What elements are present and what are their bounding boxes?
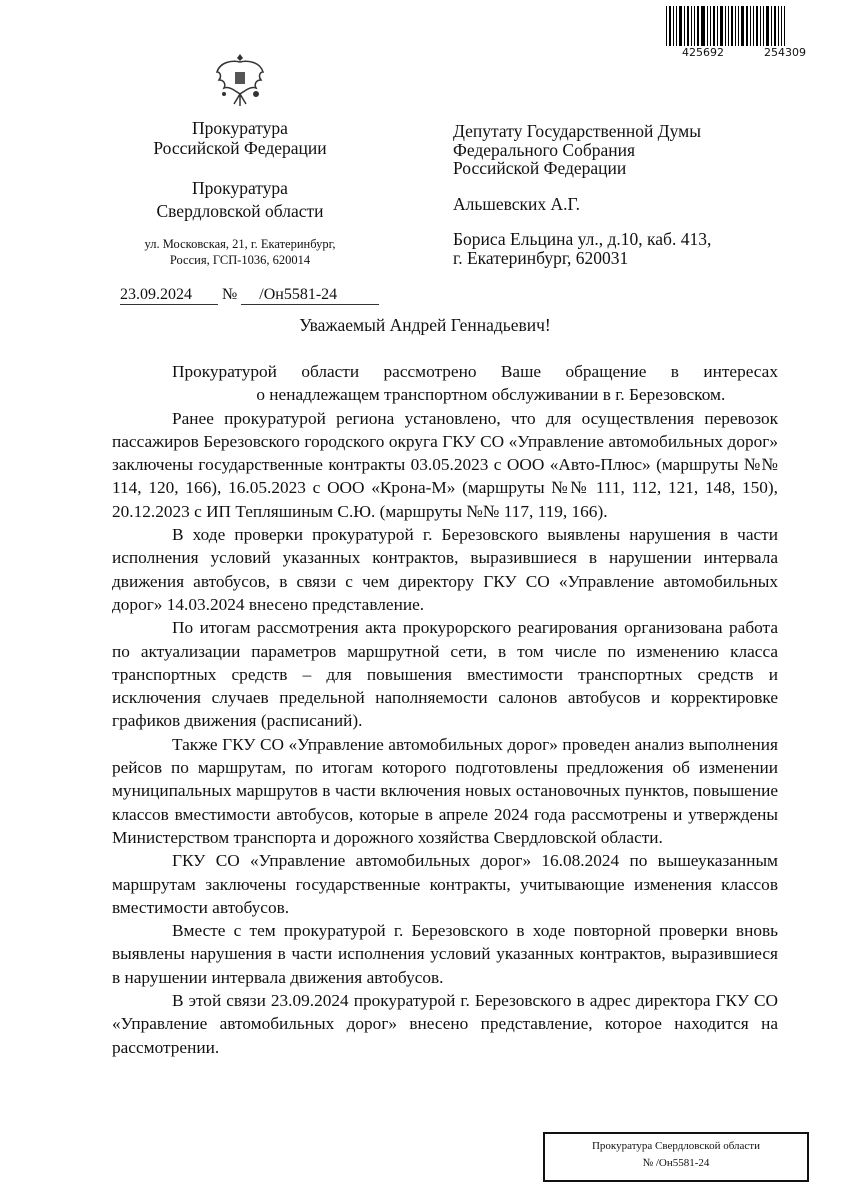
barcode-bar xyxy=(701,6,705,46)
stamp-number: /Он5581-24 xyxy=(655,1157,710,1169)
paragraph-text: о ненадлежащем транспортном обслуживании в г. Березовском. xyxy=(256,385,726,405)
barcode-bars xyxy=(666,6,816,46)
registration-date: 23.09.2024 xyxy=(120,286,218,305)
recipient-line: Депутату Государственной Думы xyxy=(453,121,701,141)
barcode-bar xyxy=(666,6,667,46)
barcode-bar xyxy=(691,6,692,46)
number-label: № xyxy=(222,286,238,303)
barcode-bar xyxy=(753,6,754,46)
sender-suborg xyxy=(110,178,370,221)
barcode-bar xyxy=(750,6,751,46)
sender-line: Прокуратура xyxy=(192,118,288,138)
barcode-bar xyxy=(741,6,744,46)
recipient-address: Бориса Ельцина ул., д.10, каб. 413, xyxy=(453,229,712,249)
registration-line xyxy=(120,286,379,305)
greeting: Уважаемый Андрей Геннадьевич! xyxy=(299,315,551,335)
recipient xyxy=(453,122,711,267)
recipient-address: г. Екатеринбург, 620031 xyxy=(453,247,629,268)
sender-org xyxy=(110,118,370,158)
barcode-bar xyxy=(669,6,671,46)
recipient-line: Российской Федерации xyxy=(453,158,627,178)
paragraph: В ходе проверки прокуратурой г. Березовского выявлены нарушения в части исполнения условий указанных контрактов, выразившиеся в нарушении интервала движения автобусов, в связи с чем директору ГКУ СО «Управление автомобильных дорог» 14.03.2024 внесено представление. xyxy=(112,525,778,614)
stamp-org: Прокуратура Свердловской области xyxy=(591,1140,761,1152)
paragraph: Также ГКУ СО «Управление автомобильных дорог» проведен анализ выполнения рейсов по маршрутам, по итогам которого подготовлены предложения об изменении муниципальных маршрутов в части включения новых остановочных пунктов, повышение классов вместимости автобусов, которые в апреле 2024 года рассмотрены и утверждены Министерством транспорта и дорожного хозяйства Свердловской области. xyxy=(112,734,778,847)
barcode-bar xyxy=(697,6,699,46)
barcode-bar xyxy=(694,6,695,46)
recipient-name: Альшевских А.Г. xyxy=(453,193,581,214)
sender-address xyxy=(110,236,370,268)
barcode-bar xyxy=(676,6,677,46)
barcode-bar xyxy=(756,6,758,46)
barcode-bar xyxy=(684,6,685,46)
paragraph xyxy=(112,360,778,407)
barcode-bar xyxy=(760,6,761,46)
barcode-bar xyxy=(774,6,776,46)
paragraph: Вместе с тем прокуратурой г. Березовского в ходе повторной проверки вновь выявлены нарушения в части исполнения условий указанных контрактов, выразившиеся в нарушении интервала движения автобусов. xyxy=(112,921,778,987)
sender-line: Свердловской области xyxy=(156,201,324,221)
barcode-bar xyxy=(766,6,769,46)
address-line: ул. Московская, 21, г. Екатеринбург, xyxy=(144,237,336,251)
barcode-bar xyxy=(771,6,772,46)
coat-of-arms-emblem xyxy=(214,50,266,108)
barcode-bar xyxy=(720,6,723,46)
barcode-bar xyxy=(778,6,779,46)
barcode-bar xyxy=(687,6,689,46)
barcode-bar xyxy=(784,6,785,46)
registration-stamp xyxy=(543,1132,809,1182)
barcode-bar xyxy=(746,6,748,46)
address-line: Россия, ГСП-1036, 620014 xyxy=(169,253,311,267)
barcode-number-left: 425692 xyxy=(682,46,724,59)
barcode-bar xyxy=(713,6,715,46)
registration-number: /Он5581-24 xyxy=(241,286,379,305)
barcode-bar xyxy=(738,6,739,46)
paragraph: ГКУ СО «Управление автомобильных дорог» 16.08.2024 по вышеуказанным маршрутам заключены государственные контракты, учитывающие изменения классов вместимости автобусов. xyxy=(112,851,778,917)
paragraph: Ранее прокуратурой региона установлено, что для осуществления перевозок пассажиров Березовского городского округа ГКУ СО «Управление автомобильных дорог» заключены государственные контракты 03.05.2023 с ООО «Авто-Плюс» (маршруты №№ 114, 120, 166), 16.05.2023 с ООО «Крона-М» (маршруты №№ 111, 112, 121, 148, 150), 20.12.2023 с ИП Тепляшиным С.Ю. (маршруты №№ 117, 119, 166). xyxy=(112,408,778,521)
barcode-bar xyxy=(781,6,782,46)
barcode-number-right: 254309 xyxy=(764,46,806,59)
barcode-bar xyxy=(763,6,764,46)
recipient-line: Федерального Собрания xyxy=(453,139,636,160)
paragraph-text: Прокуратурой области рассмотрено Ваше обращение в интересах xyxy=(172,362,778,381)
paragraph: В этой связи 23.09.2024 прокуратурой г. Березовского в адрес директора ГКУ СО «Управление автомобильных дорог» внесено представление, которое находится на рассмотрении. xyxy=(112,991,778,1057)
barcode-bar xyxy=(731,6,733,46)
letter-body xyxy=(112,360,778,1059)
barcode-bar xyxy=(725,6,726,46)
barcode-bar xyxy=(679,6,682,46)
barcode xyxy=(666,6,816,59)
paragraph: По итогам рассмотрения акта прокурорского реагирования организована работа по актуализации параметров маршрутной сети, в том числе по изменению класса транспортных средств – для повышения вместимости транспортных средств и исключения случаев предельной наполняемости салонов автобусов и корректировке графиков движения (расписаний). xyxy=(112,618,778,731)
barcode-bar xyxy=(710,6,711,46)
sender-line: Российской Федерации xyxy=(153,138,327,158)
barcode-bar xyxy=(728,6,729,46)
barcode-bar xyxy=(735,6,736,46)
barcode-bar xyxy=(673,6,674,46)
sender-line: Прокуратура xyxy=(192,178,288,198)
barcode-bar xyxy=(717,6,718,46)
barcode-bar xyxy=(707,6,708,46)
stamp-number-label: № xyxy=(642,1157,654,1169)
